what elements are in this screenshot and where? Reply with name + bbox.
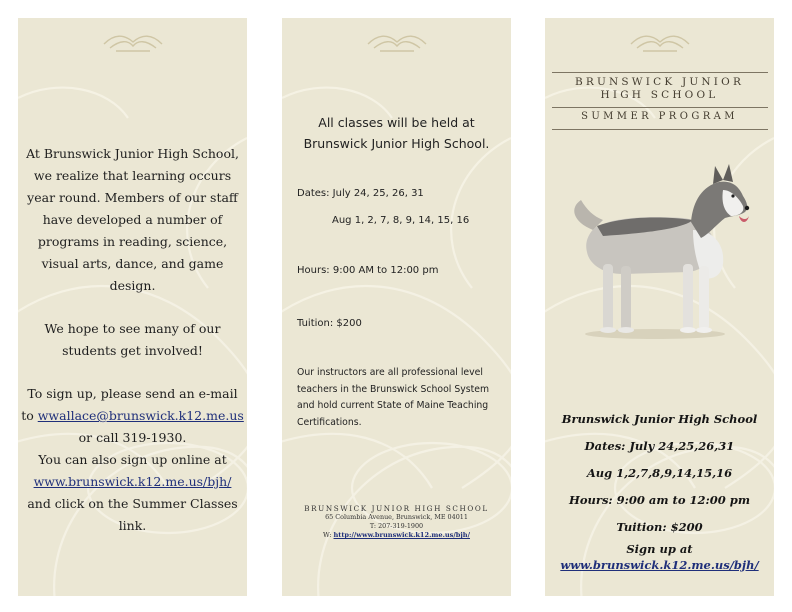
cover-hours: Hours: 9:00 am to 12:00 pm <box>568 493 750 507</box>
tuition-line: Tuition: $200 <box>297 318 362 329</box>
cover-panel <box>545 18 774 596</box>
closing-line: and click on the Summer Classes <box>27 496 238 511</box>
intro-line: At Brunswick Junior High School, <box>26 146 239 161</box>
closing-line: link. <box>118 518 147 533</box>
cover-website-link[interactable]: www.brunswick.k12.me.us/bjh/ <box>560 558 759 572</box>
heading-line: Brunswick Junior High School. <box>303 136 490 151</box>
footer-web-label: W: <box>322 531 334 539</box>
footer-address: 65 Columbia Avenue, Brunswick, ME 04011 <box>325 513 468 521</box>
signup-instructions: To sign up, please send an e-mail <box>27 386 238 401</box>
hope-line: We hope to see many of our <box>44 321 221 336</box>
flourish-ornament-icon <box>102 30 164 52</box>
husky-dog-icon <box>563 160 753 342</box>
middle-panel <box>282 18 511 596</box>
phone-text: or call 319-1930. <box>78 430 187 445</box>
cover-school-name: Brunswick Junior High School <box>561 412 758 426</box>
cover-url-line <box>545 557 774 573</box>
email-line: to wwallace@brunswick.k12.me.us <box>21 408 244 423</box>
cover-signup: Sign up at <box>626 542 693 556</box>
hope-line: students get involved! <box>62 343 203 358</box>
cover-subtitle: SUMMER PROGRAM <box>581 111 738 122</box>
school-footer <box>282 504 511 540</box>
intro-line: year round. Members of our staff <box>27 190 238 205</box>
footer-school-name: BRUNSWICK JUNIOR HIGH SCHOOL <box>304 504 489 513</box>
intro-line: have developed a number of <box>42 212 223 227</box>
heading-line: All classes will be held at <box>318 115 475 130</box>
email-link[interactable]: wwallace@brunswick.k12.me.us <box>37 408 244 423</box>
cover-title-line: HIGH SCHOOL <box>600 89 719 101</box>
footer-web-link[interactable]: http://www.brunswick.k12.me.us/bjh/ <box>333 531 470 539</box>
cover-info <box>545 406 774 573</box>
location-heading <box>282 112 511 154</box>
intro-line: programs in reading, science, <box>37 234 228 249</box>
cover-title <box>545 76 774 102</box>
flourish-ornament-icon <box>629 30 691 52</box>
cover-tuition: Tuition: $200 <box>616 520 703 534</box>
hours-line: Hours: 9:00 AM to 12:00 pm <box>297 265 439 276</box>
intro-line: we realize that learning occurs <box>33 168 232 183</box>
dates-line: Dates: July 24, 25, 26, 31 <box>297 188 424 199</box>
url-line <box>18 471 247 493</box>
cover-title-line: BRUNSWICK JUNIOR <box>574 76 745 88</box>
divider-rule <box>552 72 768 73</box>
cover-dates-2: Aug 1,2,7,8,9,14,15,16 <box>586 466 733 480</box>
divider-rule <box>552 107 768 108</box>
website-link[interactable]: www.brunswick.k12.me.us/bjh/ <box>33 474 232 489</box>
left-panel <box>18 18 247 596</box>
cover-dates: Dates: July 24,25,26,31 <box>584 439 735 453</box>
online-text: You can also sign up online at <box>38 452 227 467</box>
instructors-note: Our instructors are all professional level teachers in the Brunswick School System and hold current State of Maine Teaching Certifications. <box>297 367 490 428</box>
dates-line-2: Aug 1, 2, 7, 8, 9, 14, 15, 16 <box>332 215 470 226</box>
divider-rule <box>552 129 768 130</box>
footer-phone: T: 207-319-1900 <box>369 522 424 530</box>
flourish-ornament-icon <box>366 30 428 52</box>
intro-text-block <box>18 143 247 537</box>
footer-web <box>282 531 511 540</box>
intro-line: visual arts, dance, and game <box>41 256 224 271</box>
intro-line: design. <box>109 278 156 293</box>
